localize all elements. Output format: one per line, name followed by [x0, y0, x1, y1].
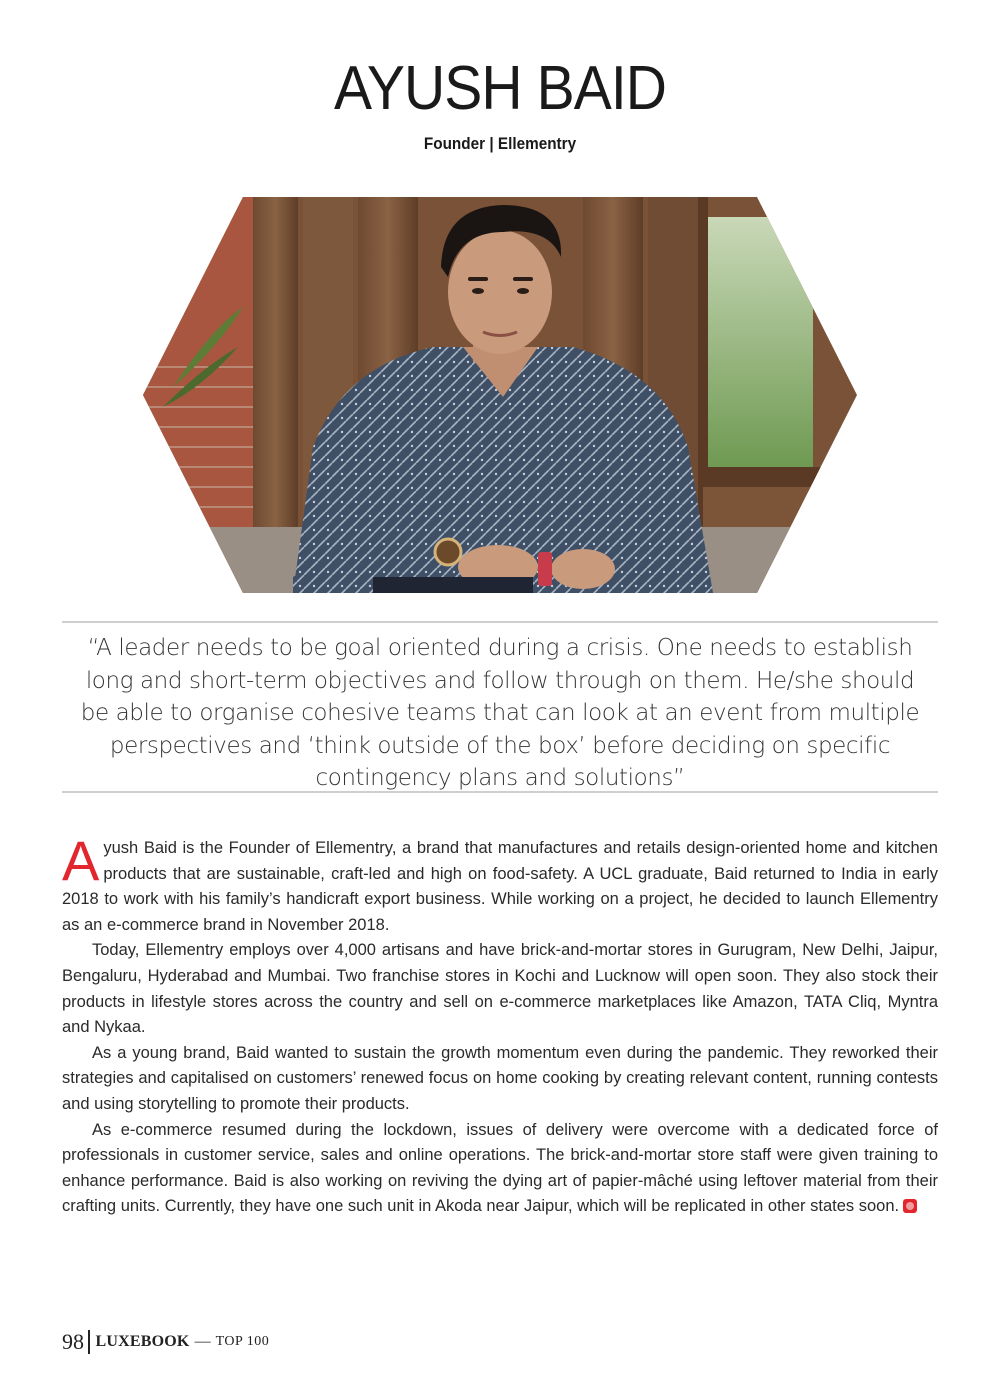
page-footer [62, 1329, 269, 1355]
pull-quote: “A leader needs to be goal oriented during a crisis. One needs to establish long and short-term objectives and follow through on them. He/she should be able to organise cohesive teams that can look at an event from multiple perspectives and ‘think outside of the box’ before deciding on specific contingency plans and solutions” [80, 635, 920, 791]
section-name: TOP 100 [215, 1334, 270, 1349]
footer-divider [88, 1330, 90, 1354]
quote-top-rule [62, 621, 938, 623]
person-role: Founder | Ellementry [423, 134, 577, 153]
article-body [62, 829, 938, 1220]
article-paragraph: As a young brand, Baid wanted to sustain the growth momentum even during the pandemic. They reworked their strategies and capitalised on customers’ renewed focus on home cooking by creating relevant content, running contests and using storytelling to promote their products. [62, 1043, 938, 1113]
end-mark-icon [903, 1199, 917, 1213]
article-paragraph [62, 829, 938, 938]
article-paragraph [62, 1118, 938, 1220]
page-number: 98 [62, 1329, 84, 1354]
page-title: AYUSH BAID [333, 54, 667, 123]
paragraph-text: yush Baid is the Founder of Ellementry, a brand that manufactures and retails design-oriented home and kitchen products that are sustainable, craft-led and high on food-safety. A UCL graduate, Baid returned to India in early 2018 to work with his family’s handicraft export business. While working on a project, he decided to launch Ellementry as an e-commerce brand in November 2018. [62, 839, 938, 934]
article-paragraph: Today, Ellementry employs over 4,000 artisans and have brick-and-mortar stores in Gurugram, New Delhi, Jaipur, Bengaluru, Hyderabad and Mumbai. Two franchise stores in Kochi and Lucknow will open soon. They also stock their products in lifestyle stores across the country and sell on e-commerce marketplaces like Amazon, TATA Cliq, Myntra and Nykaa. [62, 941, 938, 1037]
publication-name: LUXEBOOK [95, 1333, 190, 1350]
portrait-photo [143, 197, 857, 593]
quote-bottom-rule [62, 791, 938, 793]
footer-dash: — [194, 1333, 211, 1350]
drop-cap: A [62, 829, 100, 892]
paragraph-text: As e-commerce resumed during the lockdown, issues of delivery were overcome with a dedicated force of professionals in customer service, sales and online operations. The brick-and-mortar store staff were given training to enhance performance. Baid is also working on reviving the dying art of papier-mâché using leftover material from their crafting units. Currently, they have one such unit in Akoda near Jaipur, which will be replicated in other states soon. [62, 1120, 938, 1216]
